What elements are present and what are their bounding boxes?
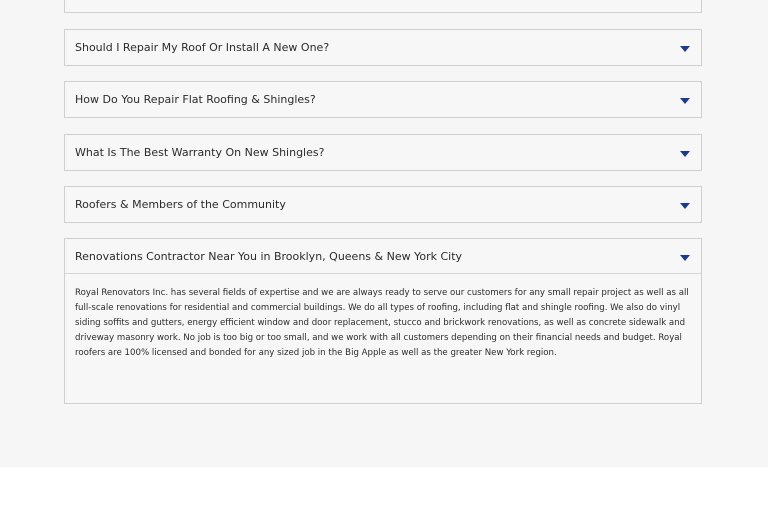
faq-question[interactable] (65, 135, 701, 170)
faq-question-text: Renovations Contractor Near You in Brooklyn, Queens & New York City (75, 249, 463, 263)
faq-item-insurance[interactable] (64, 0, 702, 13)
faq-question[interactable] (65, 82, 701, 117)
faq-item-warranty[interactable] (64, 134, 702, 171)
faq-question-text (75, 0, 366, 1)
faq-item-community[interactable] (64, 186, 702, 223)
faq-answer: Royal Renovators Inc. has several fields of expertise and we are always ready to serve our customers for any small repair project as well as all full-scale renovations for residential and commercial buildings. We do all types of roofing, including flat and shingle roofing. We also do vinyl siding soffits and gutters, energy efficient window and door replacement, stucco and brickwork renovations, as well as concrete sidewalk and driveway masonry work. No job is too big or too small, and we work with all customers depending on their financial needs and budget. Royal roofers are 100% licensed and bonded for any sized job in the Big Apple as well as the greater New York region. (75, 288, 689, 358)
faq-question-text: Should I Repair My Roof Or Install A New One? (75, 41, 330, 54)
faq-item-flat-roofing[interactable] (64, 81, 702, 118)
faq-question-text: What Is The Best Warranty On New Shingles? (75, 146, 325, 159)
caret-down-icon[interactable] (680, 46, 690, 52)
faq-question-text: How Do You Repair Flat Roofing & Shingles? (75, 93, 316, 106)
faq-item-renovations[interactable] (64, 238, 702, 404)
faq-question[interactable] (65, 0, 701, 12)
faq-item-repair-or-new[interactable] (64, 29, 702, 66)
faq-question[interactable] (65, 187, 701, 222)
faq-question[interactable] (65, 239, 701, 274)
caret-down-icon[interactable] (680, 203, 690, 209)
faq-question[interactable] (65, 30, 701, 65)
caret-down-icon[interactable] (680, 255, 690, 261)
faq-question-text: Roofers & Members of the Community (75, 198, 286, 211)
caret-down-icon[interactable] (680, 151, 690, 157)
caret-down-icon[interactable] (680, 98, 690, 104)
